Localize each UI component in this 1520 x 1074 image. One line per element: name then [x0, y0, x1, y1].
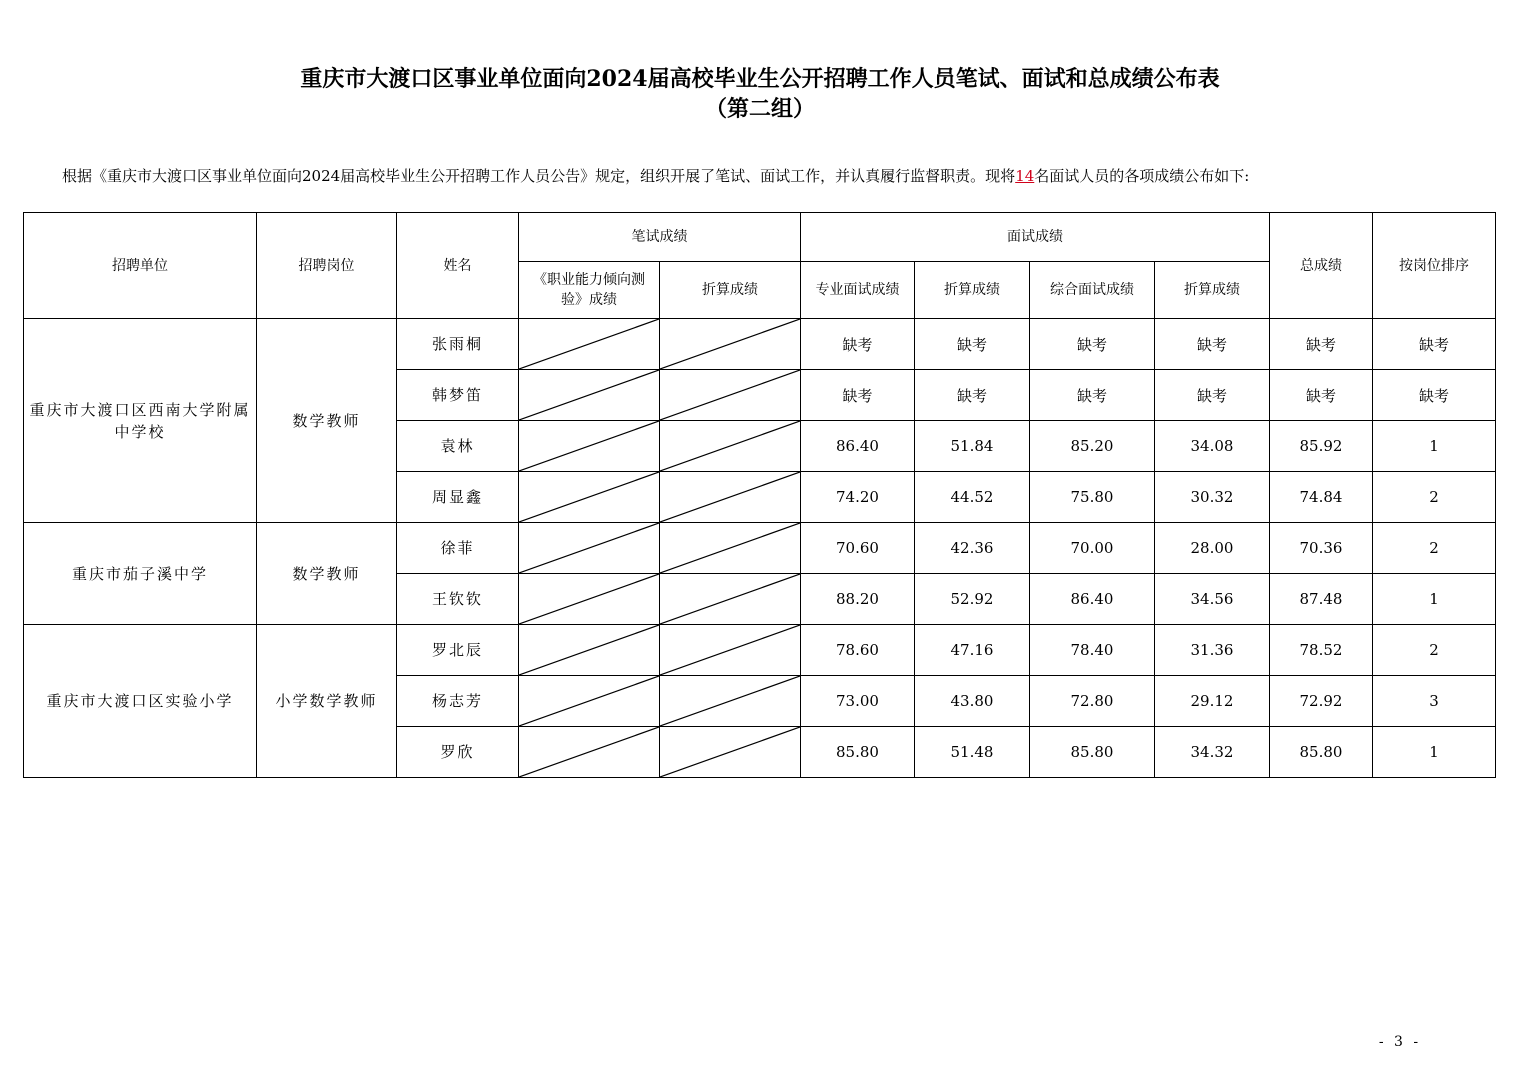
- rank-cell: 2: [1373, 625, 1496, 676]
- unit-cell: 重庆市大渡口区实验小学: [24, 625, 257, 778]
- intro-paragraph: [62, 164, 1502, 188]
- comp-interview-cell: 86.40: [1030, 574, 1155, 625]
- written-converted-empty-cell: [660, 472, 801, 523]
- comp-interview-cell: 85.80: [1030, 727, 1155, 778]
- name-cell: 周显鑫: [397, 472, 519, 523]
- comp-converted-cell: 34.32: [1155, 727, 1270, 778]
- comp-interview-cell: 78.40: [1030, 625, 1155, 676]
- rank-cell: 1: [1373, 727, 1496, 778]
- name-cell: 罗北辰: [397, 625, 519, 676]
- comp-converted-cell: 28.00: [1155, 523, 1270, 574]
- comp-converted-cell: 缺考: [1155, 319, 1270, 370]
- written-score-empty-cell: [519, 727, 660, 778]
- post-cell: 小学数学教师: [257, 625, 397, 778]
- intro-text-after: 名面试人员的各项成绩公布如下:: [1034, 167, 1250, 185]
- comp-interview-cell: 72.80: [1030, 676, 1155, 727]
- comp-converted-cell: 29.12: [1155, 676, 1270, 727]
- written-converted-empty-cell: [660, 421, 801, 472]
- written-score-empty-cell: [519, 472, 660, 523]
- total-cell: 74.84: [1270, 472, 1373, 523]
- total-cell: 85.92: [1270, 421, 1373, 472]
- comp-converted-cell: 30.32: [1155, 472, 1270, 523]
- pro-interview-cell: 缺考: [801, 319, 915, 370]
- total-cell: 72.92: [1270, 676, 1373, 727]
- rank-cell: 2: [1373, 523, 1496, 574]
- name-cell: 张雨桐: [397, 319, 519, 370]
- comp-converted-cell: 34.56: [1155, 574, 1270, 625]
- header-rank: 按岗位排序: [1373, 213, 1496, 319]
- written-score-empty-cell: [519, 523, 660, 574]
- pro-converted-cell: 51.48: [915, 727, 1030, 778]
- rank-cell: 2: [1373, 472, 1496, 523]
- comp-converted-cell: 34.08: [1155, 421, 1270, 472]
- total-cell: 78.52: [1270, 625, 1373, 676]
- table-row: [24, 625, 1496, 676]
- name-cell: 徐菲: [397, 523, 519, 574]
- name-cell: 韩梦笛: [397, 370, 519, 421]
- header-post: 招聘岗位: [257, 213, 397, 319]
- rank-cell: 3: [1373, 676, 1496, 727]
- written-converted-empty-cell: [660, 574, 801, 625]
- written-converted-empty-cell: [660, 727, 801, 778]
- comp-interview-cell: 75.80: [1030, 472, 1155, 523]
- header-written-converted: 折算成绩: [660, 262, 801, 319]
- pro-converted-cell: 52.92: [915, 574, 1030, 625]
- comp-interview-cell: 缺考: [1030, 370, 1155, 421]
- total-cell: 缺考: [1270, 319, 1373, 370]
- pro-interview-cell: 73.00: [801, 676, 915, 727]
- pro-converted-cell: 51.84: [915, 421, 1030, 472]
- pro-interview-cell: 86.40: [801, 421, 915, 472]
- name-cell: 王钦钦: [397, 574, 519, 625]
- pro-converted-cell: 42.36: [915, 523, 1030, 574]
- total-cell: 85.80: [1270, 727, 1373, 778]
- unit-cell: 重庆市大渡口区西南大学附属中学校: [24, 319, 257, 523]
- page-subtitle: （第二组）: [704, 96, 815, 122]
- pro-converted-cell: 缺考: [915, 319, 1030, 370]
- header-comp-converted: 折算成绩: [1155, 262, 1270, 319]
- pro-interview-cell: 70.60: [801, 523, 915, 574]
- rank-cell: 1: [1373, 574, 1496, 625]
- pro-converted-cell: 缺考: [915, 370, 1030, 421]
- name-cell: 袁林: [397, 421, 519, 472]
- total-cell: 70.36: [1270, 523, 1373, 574]
- page-number: - 3 -: [1378, 1034, 1422, 1050]
- written-converted-empty-cell: [660, 625, 801, 676]
- total-cell: 缺考: [1270, 370, 1373, 421]
- written-score-empty-cell: [519, 574, 660, 625]
- written-score-empty-cell: [519, 421, 660, 472]
- comp-interview-cell: 70.00: [1030, 523, 1155, 574]
- pro-interview-cell: 78.60: [801, 625, 915, 676]
- comp-interview-cell: 缺考: [1030, 319, 1155, 370]
- header-written-group: 笔试成绩: [519, 213, 801, 262]
- written-converted-empty-cell: [660, 319, 801, 370]
- pro-interview-cell: 缺考: [801, 370, 915, 421]
- total-cell: 87.48: [1270, 574, 1373, 625]
- pro-interview-cell: 88.20: [801, 574, 915, 625]
- header-pro-converted: 折算成绩: [915, 262, 1030, 319]
- header-interview-group: 面试成绩: [801, 213, 1270, 262]
- header-row-1: [24, 213, 1496, 262]
- pro-interview-cell: 85.80: [801, 727, 915, 778]
- comp-converted-cell: 缺考: [1155, 370, 1270, 421]
- written-converted-empty-cell: [660, 523, 801, 574]
- header-comp-interview: 综合面试成绩: [1030, 262, 1155, 319]
- post-cell: 数学教师: [257, 523, 397, 625]
- header-written-score: 《职业能力倾向测验》成绩: [519, 262, 660, 319]
- table-row: [24, 319, 1496, 370]
- rank-cell: 缺考: [1373, 370, 1496, 421]
- post-cell: 数学教师: [257, 319, 397, 523]
- written-score-empty-cell: [519, 319, 660, 370]
- header-pro-interview: 专业面试成绩: [801, 262, 915, 319]
- name-cell: 罗欣: [397, 727, 519, 778]
- page-title: 重庆市大渡口区事业单位面向2024届高校毕业生公开招聘工作人员笔试、面试和总成绩公布表: [300, 66, 1220, 92]
- written-score-empty-cell: [519, 676, 660, 727]
- scores-table: [23, 212, 1496, 778]
- written-score-empty-cell: [519, 625, 660, 676]
- comp-interview-cell: 85.20: [1030, 421, 1155, 472]
- pro-interview-cell: 74.20: [801, 472, 915, 523]
- header-name: 姓名: [397, 213, 519, 319]
- rank-cell: 1: [1373, 421, 1496, 472]
- written-converted-empty-cell: [660, 370, 801, 421]
- intro-text-before: 根据《重庆市大渡口区事业单位面向2024届高校毕业生公开招聘工作人员公告》规定，组织开展了笔试、面试工作，并认真履行监督职责。现将: [62, 167, 1016, 185]
- written-converted-empty-cell: [660, 676, 801, 727]
- name-cell: 杨志芳: [397, 676, 519, 727]
- pro-converted-cell: 47.16: [915, 625, 1030, 676]
- pro-converted-cell: 43.80: [915, 676, 1030, 727]
- rank-cell: 缺考: [1373, 319, 1496, 370]
- comp-converted-cell: 31.36: [1155, 625, 1270, 676]
- header-unit: 招聘单位: [24, 213, 257, 319]
- pro-converted-cell: 44.52: [915, 472, 1030, 523]
- table-row: [24, 523, 1496, 574]
- header-total: 总成绩: [1270, 213, 1373, 319]
- intro-count: 14: [1015, 167, 1035, 185]
- written-score-empty-cell: [519, 370, 660, 421]
- unit-cell: 重庆市茄子溪中学: [24, 523, 257, 625]
